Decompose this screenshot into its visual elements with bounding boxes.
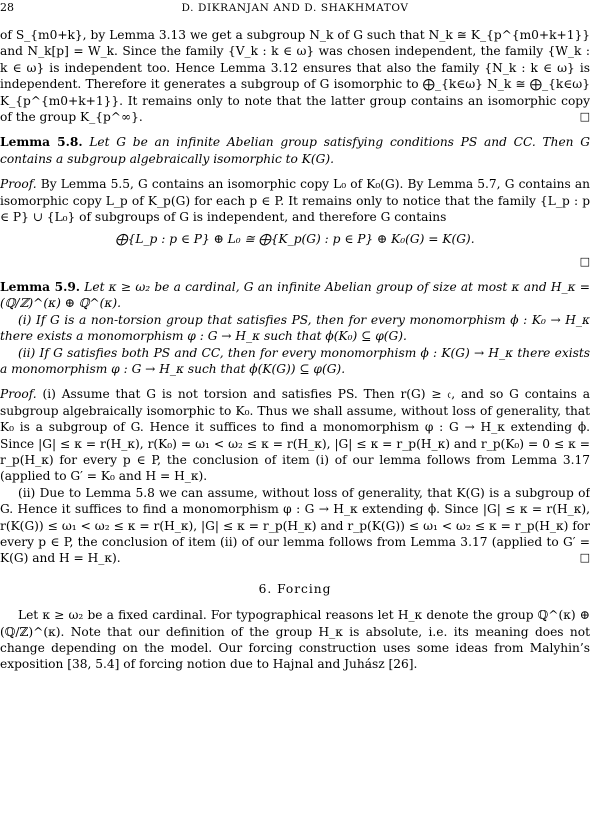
proof-5-9-part-i-text: (i) Assume that G is not torsion and satisfies PS. Then r(G) ≥ 𝔠, and so G contains a subgroup algebraically isomorphic to K₀. Thus we shall assume, without loss of generality, that K₀ is a subgroup of G. Hence it suffices to find a monomorphism φ : G → H_κ extending ϕ. Since |G| ≤ κ = r(H_κ), r(K₀) = ω₁ < ω₂ ≤ κ = r(H_κ), |G| ≤ κ = r_p(H_κ) and r_p(K₀) = 0 ≤ κ = r_p(H_κ) for every p ∈ P, the conclusion of item (i) of our lemma follows from Lemma 3.17 (applied to G′ = K₀ and H = H_κ). (0, 387, 590, 484)
proof-5-8-display-equation: ⨁{L_p : p ∈ P} ⊕ L₀ ≅ ⨁{K_p(G) : p ∈ P} ⊕ K₀(G) = K(G). (115, 232, 475, 247)
continued-paragraph-text: of S_{m0+k}, by Lemma 3.13 we get a subgroup N_k of G such that N_k ≅ K_{p^{m0+k+1}} and N_k[p] = W_k. Since the family {V_k : k ∈ ω} was chosen independent, the family {W_k : k ∈ ω} is independent too. Hence Lemma 3.12 ensures that also the family {N_k : k ∈ ω} is independent. Therefore it generates a subgroup of G isomorphic to ⨁_{k∈ω} N_k ≅ ⨁_{k∈ω} K_{p^{m0+k+1}}. It remains only to note that the latter group contains an isomorphic copy of the group K_{p^∞}. (0, 28, 590, 125)
lemma-5-9-statement: Let κ ≥ ω₂ be a cardinal, G an infinite Abelian group of size at most κ and H_κ = (ℚ/ℤ)^(κ) ⊕ ℚ^(κ). (0, 279, 590, 311)
page-body (0, 27, 590, 673)
section-6-title: 6. Forcing (258, 581, 332, 596)
qed-symbol: □ (579, 110, 590, 124)
proof-5-9-part-ii (0, 485, 590, 567)
proof-5-9-part-ii-text: (ii) Due to Lemma 5.8 we can assume, without loss of generality, that K(G) is a subgroup of G. Hence it suffices to find a monomorphism φ : G → H_κ extending ϕ. Since |G| ≤ κ = r(H_κ), r(K(G)) ≤ ω₁ < ω₂ ≤ κ = r(H_κ), |G| ≤ κ = r_p(H_κ) and r_p(K(G)) ≤ ω₁ < ω₂ ≤ κ = r_p(H_κ) for every p ∈ P, the conclusion of item (ii) of our lemma follows from Lemma 3.17 (applied to G′ = K(G) and H = H_κ). (0, 485, 590, 566)
qed-symbol: □ (579, 254, 590, 268)
proof-5-8-text: By Lemma 5.5, G contains an isomorphic copy L₀ of K₀(G). By Lemma 5.7, G contains an isomorphic copy L_p of K_p(G) for each p ∈ P. It remains only to notice that the family {L_p : p ∈ P} ∪ {L₀} of subgroups of G is independent, and therefore G contains (0, 177, 590, 225)
proof-5-8-qed-line (0, 254, 590, 270)
page-number: 28 (0, 1, 14, 14)
proof-5-8-label: Proof. (0, 177, 37, 192)
lemma-5-9-head: Lemma 5.9. (0, 279, 81, 294)
lemma-5-9-item-ii: (ii) If G satisfies both PS and CC, then for every monomorphism ϕ : K(G) → H_κ there exists a monomorphism φ : G → H_κ such that ϕ(K(G)) ⊆ φ(G). (0, 345, 590, 376)
continued-paragraph (0, 27, 590, 125)
page-header (0, 0, 590, 16)
running-title: D. DIKRANJAN AND D. SHAKHMATOV (181, 2, 409, 14)
section-6-paragraph: Let κ ≥ ω₂ be a fixed cardinal. For typographical reasons let H_κ denote the group ℚ^(κ) ⊕ (ℚ/ℤ)^(κ). Note that our definition of the group H_κ is absolute, i.e. its meaning does not change depending on the model. Our forcing construction uses some ideas from Malyhin’s exposition [38, 5.4] of forcing notion due to Hajnal and Juhász [26]. (0, 608, 590, 672)
proof-5-9-label: Proof. (0, 387, 37, 402)
lemma-5-9-item-i: (i) If G is a non-torsion group that satisfies PS, then for every monomorphism ϕ : K₀ → H_κ there exists a monomorphism φ : G → H_κ such that ϕ(K₀) ⊆ φ(G). (0, 312, 590, 344)
proof-5-9-part-i (0, 386, 590, 484)
qed-symbol: □ (579, 551, 590, 565)
lemma-5-9 (0, 279, 590, 312)
lemma-5-8 (0, 134, 590, 167)
lemma-5-8-statement: Let G be an infinite Abelian group satisfying conditions PS and CC. Then G contains a subgroup algebraically isomorphic to K(G). (0, 135, 590, 166)
proof-5-8 (0, 176, 590, 225)
lemma-5-8-head: Lemma 5.8. (0, 135, 83, 150)
